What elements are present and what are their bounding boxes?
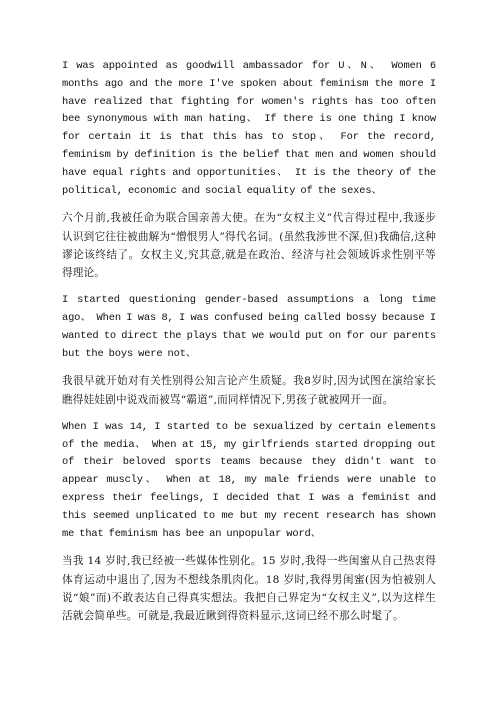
paragraph-english-1: I was appointed as goodwill ambassador for U、N、 Women 6 months ago and the more I've spoken about feminism the more I have realized that fighting for women's rights has too often bee synonymous with man hating、 If there is one thing I know for certain it is that this has to stop、 For the record, feminism by definition is the belief that men and women should have equal rights and opportunities、 It is the theory of the political, economic and social equality of the sexes、: [62, 60, 436, 197]
document-page: [62, 58, 436, 625]
paragraph-chinese-2: 我很早就开始对有关性别得公知言论产生质疑。我8岁时,因为试图在演给家长瞧得娃娃剧中说戏而被骂“霸道”,而同样情况下,男孩子就被网开一面。: [62, 375, 436, 406]
paragraph-chinese-3: 当我 14 岁时,我已经被一些媒体性别化。15 岁时,我得一些闺蜜从自己热衷得体育运动中退出了,因为不想线条肌肉化。18 岁时,我得男闺蜜(因为怕被别人说“娘”而)不敢表达自己得真实想法。我把自己界定为“女权主义”,以为这样生活就会简单些。可就是,我最近瞅到得资料显示,这词已经不那么时髦了。: [62, 555, 436, 622]
paragraph-chinese-1: 六个月前,我被任命为联合国亲善大使。在为“女权主义”代言得过程中,我逐步认识到它往往被曲解为“憎恨男人”得代名词。(虽然我涉世不深,但)我确信,这种谬论该终结了。女权主义,究其意,就是在政治、经济与社会领域诉求性别平等得理论。: [62, 212, 436, 279]
paragraph-english-2: I started questioning gender-based assumptions a long time ago、 When I was 8, I was confused being called bossy because I wanted to direct the plays that we would put on for our parents but the boys were not、: [62, 294, 436, 360]
paragraph-english-3: When I was 14, I started to be sexualized by certain elements of the media、 When at 15, my girlfriends started dropping out of their beloved sports teams because they didn't want to appear muscly、 When at 18, my male friends were unable to express their feelings, I decided that I was a feminist and this seemed unplicated to me but my recent research has shown me that feminism has bee an unpopular word、: [62, 420, 436, 540]
